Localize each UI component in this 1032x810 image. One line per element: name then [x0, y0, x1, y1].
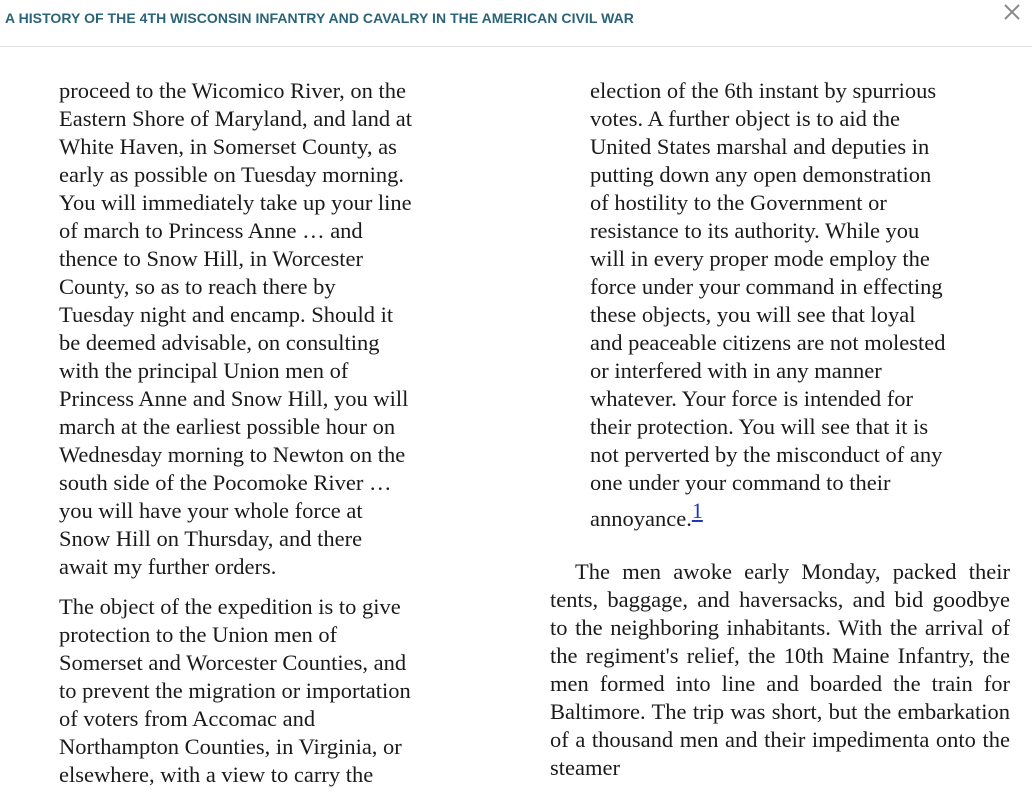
right-column-quote [590, 77, 1010, 533]
reader-header [0, 0, 1032, 47]
quote-text: election of the 6th instant by spurrious votes. A further object is to aid the United States marshal and deputies in putting down any open demonstration of hostility to the Government or resistance to its authority. While you will in every proper mode employ the force under your command in effecting these objects, you will see that loyal and peaceable citizens are not molested or interfered with in any manner whatever. Your force is intended for their protection. You will see that it is not perverted by the misconduct of any one under your command to their annoyance. [590, 78, 946, 531]
narrative-text [550, 558, 1010, 782]
close-icon [1002, 2, 1022, 22]
left-column-quote [59, 77, 459, 789]
quote-paragraph [590, 77, 1010, 533]
body-paragraph: The men awoke early Monday, packed their tents, baggage, and haversacks, and bid goodbye to the neighboring inhabitants. With the arrival of the regiment's relief, the 10th Maine Infantry, the men formed into line and boarded the train for Baltimore. The trip was short, but the embarkation of a thousand men and their impedimenta onto the steamer [550, 559, 1010, 780]
book-title: A HISTORY OF THE 4TH WISCONSIN INFANTRY AND CAVALRY IN THE AMERICAN CIVIL WAR [5, 10, 634, 26]
quote-paragraph: The object of the expedition is to give protection to the Union men of Somerset and Worcester Counties, and to prevent the migration or importation of voters from Accomac and Northampton Counties, in Virginia, or elsewhere, with a view to carry the [59, 594, 411, 787]
close-button[interactable] [1002, 2, 1022, 22]
quote-paragraph: proceed to the Wicomico River, on the Eastern Shore of Maryland, and land at White Haven, in Somerset County, as early as possible on Tuesday morning. You will immediately take up your line of march to Princess Anne … and thence to Snow Hill, in Worcester County, so as to reach there by Tuesday night and encamp. Should it be deemed advisable, on consulting with the principal Union men of Princess Anne and Snow Hill, you will march at the earliest possible hour on Wednesday morning to Newton on the south side of the Pocomoke River … you will have your whole force at Snow Hill on Thursday, and there await my further orders. [59, 78, 413, 579]
footnote-link[interactable]: 1 [691, 498, 703, 523]
